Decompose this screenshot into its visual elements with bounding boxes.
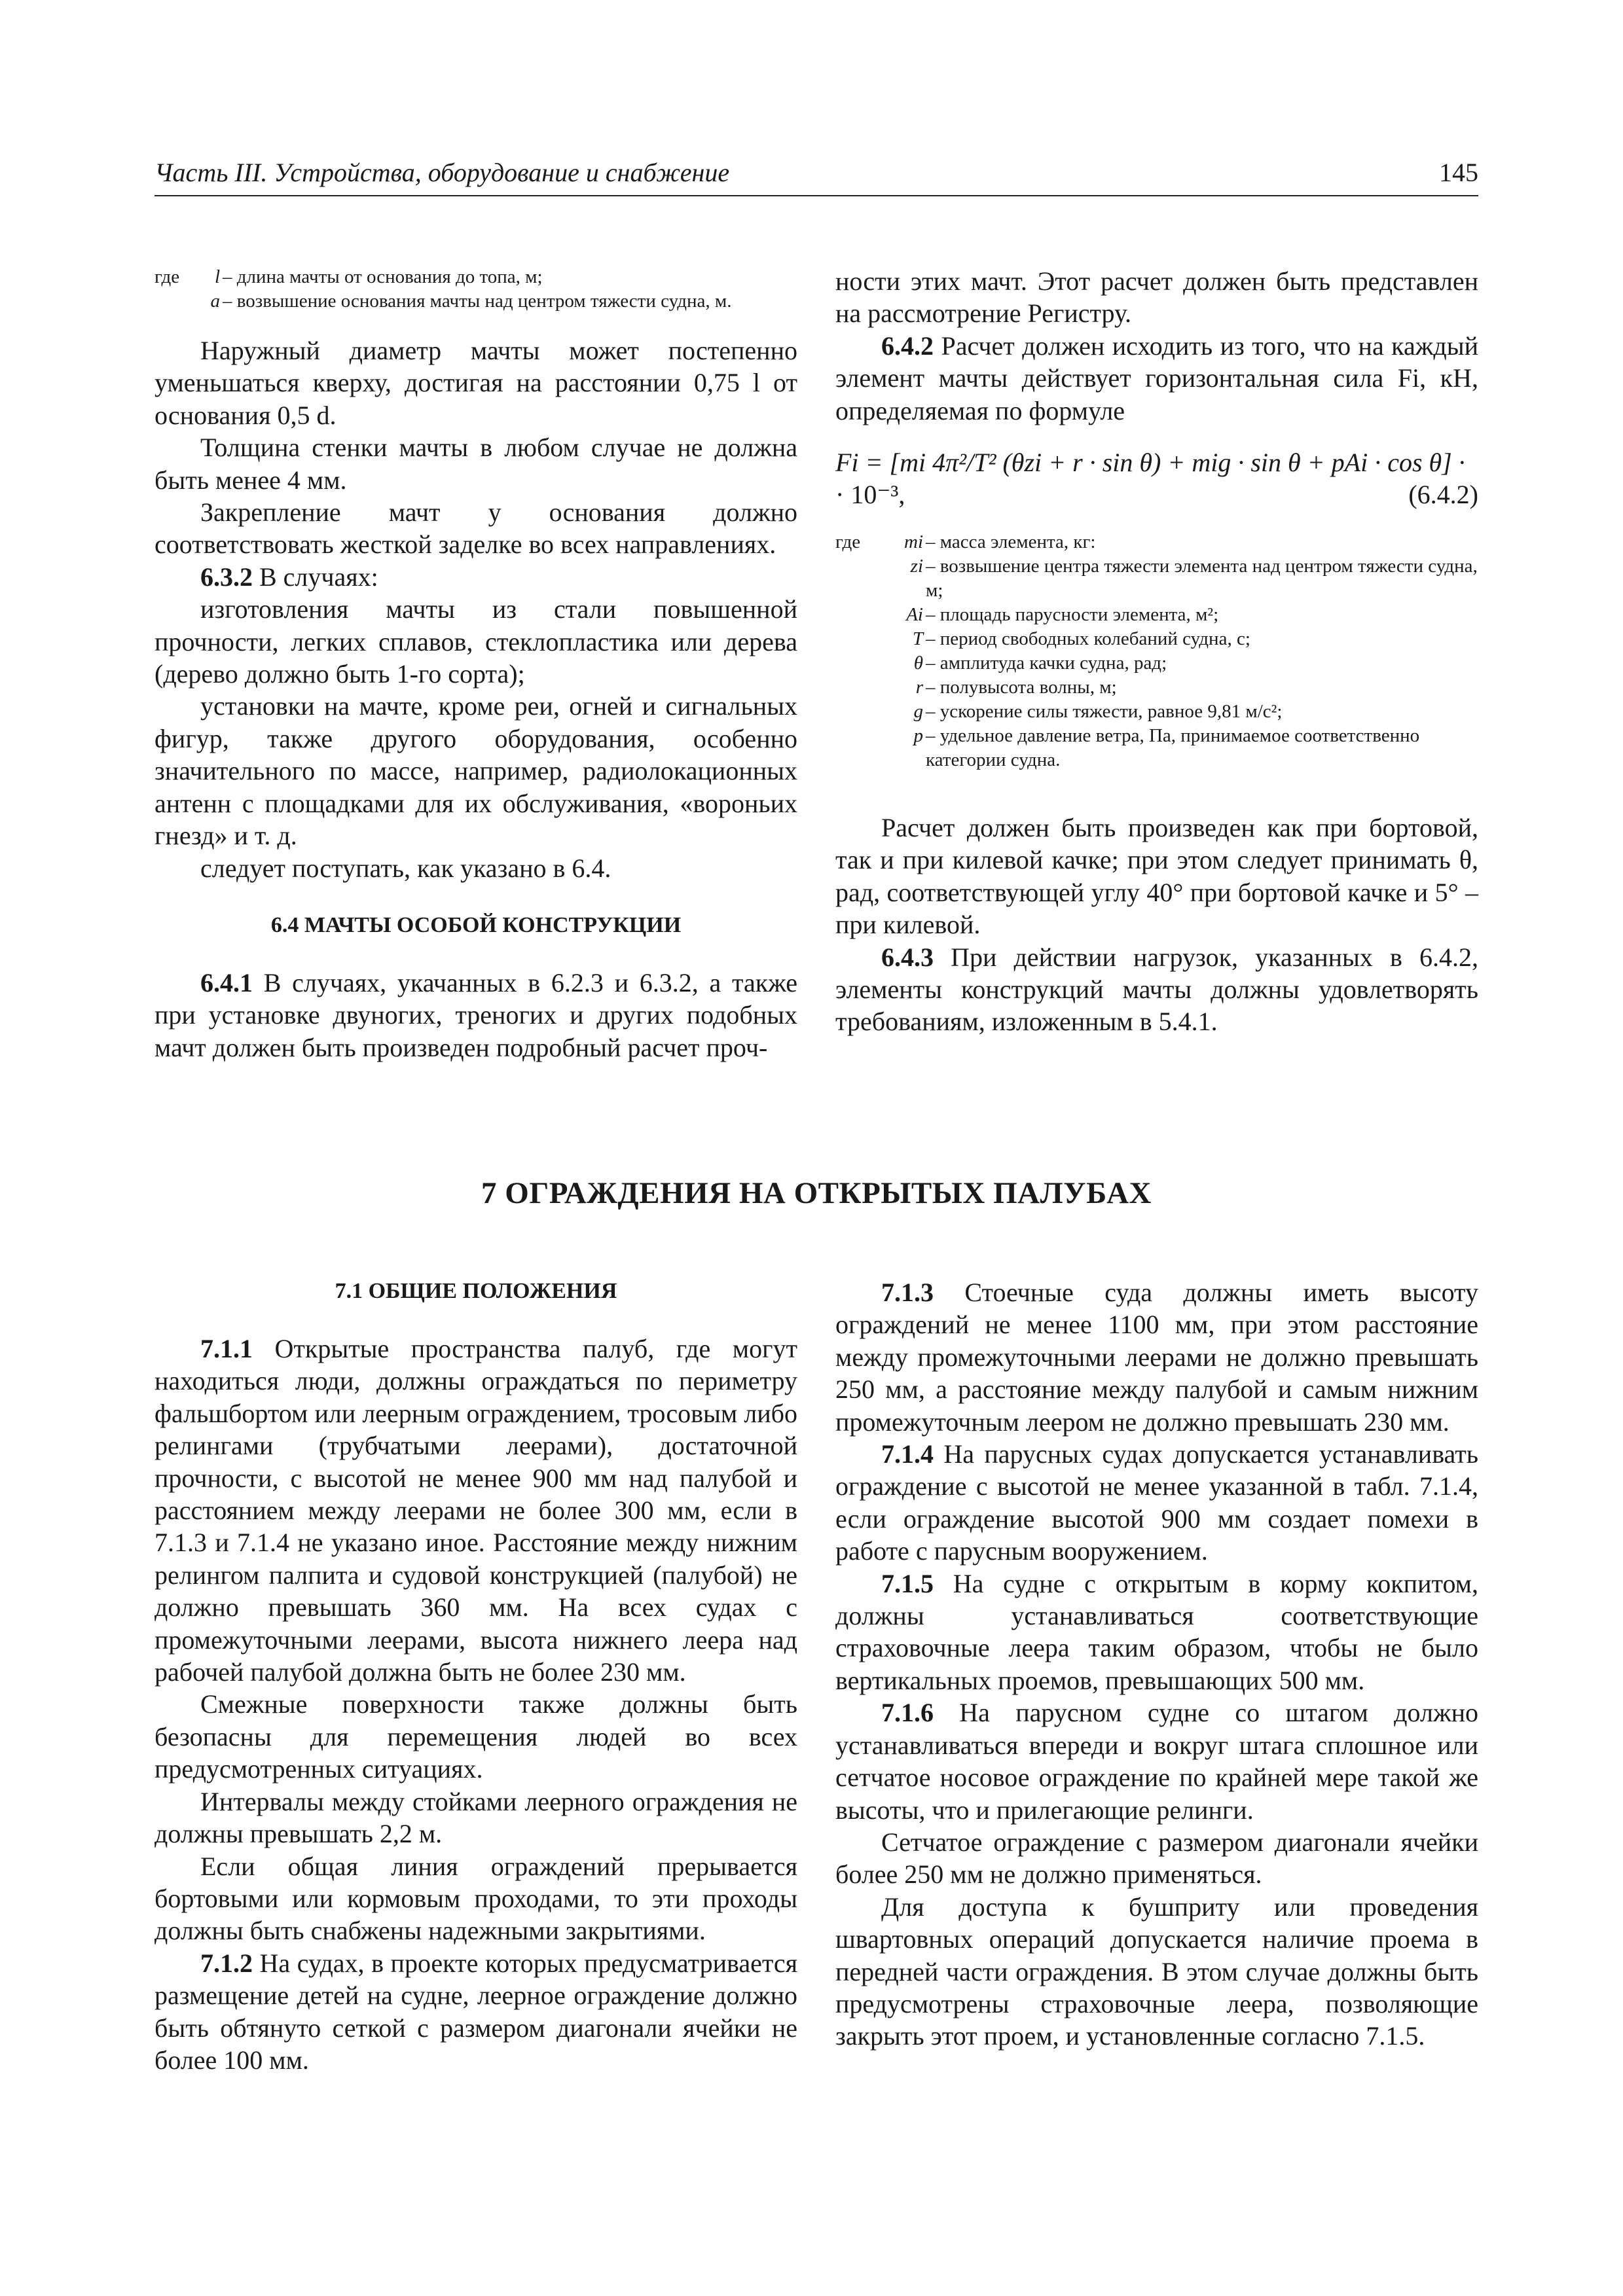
- legend-where: [835, 675, 881, 700]
- paragraph: [835, 1438, 1478, 1568]
- paragraph: Закрепление мачт у основания должно соответствовать жесткой заделке во всех направлениях.: [155, 497, 797, 560]
- running-header-title: Часть III. Устройства, оборудование и снабжение: [155, 158, 730, 187]
- clause-text: Расчет должен исходить из того, что на каждый элемент мачты действует горизонтальная сила Fi, кН, определяемая по формуле: [835, 331, 1478, 425]
- legend-row: [155, 289, 797, 314]
- paragraph: [155, 561, 797, 593]
- clause-text: В случаях:: [253, 562, 378, 592]
- paragraph: [155, 967, 797, 1064]
- formula-line: [835, 478, 1478, 511]
- clause-number: 6.4.2: [881, 331, 934, 361]
- clause-number: 7.1.3: [881, 1278, 934, 1307]
- legend-symbol: l: [214, 266, 220, 287]
- legend-text: – возвышение основания мачты над центром тяжести судна, м.: [223, 291, 732, 312]
- legend-where: [835, 603, 881, 627]
- clause-text: На судах, в проекте которых предусматривается размещение детей на судне, леерное ограждение должно быть обтянуто сеткой с размером диагонали ячейки не более 100 мм.: [155, 1948, 797, 2075]
- clause-text: В случаях, укачанных в 6.2.3 и 6.3.2, а также при установке двуногих, треногих и других подобных мачт должен быть произведен подробный расчет проч-: [155, 967, 797, 1062]
- formula-line: Fi = [mi 4π²/T² (θzi + r · sin θ) + mig · sin θ + pAi · cos θ] ·: [835, 448, 1465, 478]
- page-number: 145: [1439, 158, 1478, 187]
- legend-symbol: p: [913, 725, 923, 747]
- legend-where: [835, 627, 881, 651]
- section-heading: 7.1 ОБЩИЕ ПОЛОЖЕНИЯ: [335, 1279, 617, 1303]
- paragraph: [155, 1333, 797, 1688]
- clause-number: 7.1.4: [881, 1439, 934, 1469]
- legend-where: [835, 554, 881, 603]
- legend-where: [835, 651, 881, 675]
- legend-text: – период свободных колебаний судна, с;: [926, 628, 1250, 650]
- legend-text: – удельное давление ветра, Па, принимаемое соответственно категории судна.: [926, 725, 1420, 771]
- paragraph: Толщина стенки мачты в любом случае не должна быть менее 4 мм.: [155, 433, 797, 495]
- paragraph: установки на мачте, кроме реи, огней и сигнальных фигур, также другого оборудования, особенно значительного по массе, например, радиолокационных антенн с площадками для их обслуживания, «вороньих гнезд» и т. д.: [155, 691, 797, 851]
- header-divider: [155, 195, 1478, 196]
- clause-text: На судне с открытым в корму кокпитом, должны устанавливаться соответствующие страховочные леера таким образом, чтобы не было вертикальных проемов, превышающих 500 мм.: [835, 1568, 1478, 1695]
- left-column-top: [155, 265, 797, 1064]
- clause-number: 6.4.1: [200, 967, 253, 997]
- legend-text: – площадь парусности элемента, м²;: [926, 604, 1219, 626]
- legend-text: – полувысота волны, м;: [926, 677, 1117, 698]
- legend-where: [155, 289, 200, 314]
- formula-6-4-2: [835, 446, 1478, 511]
- legend-row: [835, 603, 1478, 627]
- formula-line-end: · 10⁻³,: [835, 480, 905, 510]
- legend-row: [835, 627, 1478, 651]
- legend-text: – ускорение силы тяжести, равное 9,81 м/с²;: [926, 701, 1283, 723]
- clause-number: 7.1.1: [200, 1334, 253, 1363]
- paragraph: Сетчатое ограждение с размером диагонали ячейки более 250 мм не должно применяться.: [835, 1827, 1478, 1890]
- legend-where: где: [835, 531, 861, 553]
- clause-number: 7.1.6: [881, 1698, 934, 1728]
- legend-row: [835, 724, 1478, 772]
- paragraph: [835, 1568, 1478, 1697]
- legend-where: [835, 724, 881, 772]
- legend-symbol: θ: [913, 653, 923, 674]
- legend-text: – длина мачты от основания до топа, м;: [223, 266, 543, 287]
- clause-text: При действии нагрузок, указанных в 6.4.2, элементы конструкций мачты должны удовлетворять требованиям, изложенным в 5.4.1.: [835, 942, 1478, 1037]
- clause-text: На парусном судне со штагом должно устанавливаться впереди и вокруг штага сплошное или сетчатое носовое ограждение по крайней мере такой же высоты, что и прилегающие релинги.: [835, 1698, 1478, 1825]
- section-heading: 6.4 МАЧТЫ ОСОБОЙ КОНСТРУКЦИИ: [270, 912, 682, 937]
- legend-symbol: g: [913, 701, 923, 723]
- left-column-bottom: [155, 1276, 797, 2076]
- paragraph: [835, 1696, 1478, 1826]
- legend-where: где: [155, 266, 180, 287]
- legend-row: [155, 265, 797, 289]
- clause-text: Стоечные суда должны иметь высоту ограждений не менее 1100 мм, при этом расстояние между промежуточными леерами не должно превышать 250 мм, а расстояние между палубой и самым нижним промежуточным леером не должно превышать 230 мм.: [835, 1278, 1478, 1437]
- legend-symbol: mi: [904, 531, 923, 553]
- chapter-title: 7 ОГРАЖДЕНИЯ НА ОТКРЫТЫХ ПАЛУБАХ: [481, 1176, 1152, 1210]
- paragraph: Расчет должен быть произведен как при бортовой, так и при килевой качке; при этом следует принимать θ, рад, соответствующей углу 40° при бортовой качке и 5° – при килевой.: [835, 813, 1478, 940]
- legend-row: [835, 554, 1478, 603]
- legend-row: [835, 675, 1478, 700]
- paragraph: Для доступа к бушприту или проведения швартовных операций допускается наличие проема в передней части ограждения. В этом случае должны быть предусмотрены страховочные леера, позволяющие закрыть этот проем, и установленные согласно 7.1.5.: [835, 1892, 1478, 2051]
- legend-text: – амплитуда качки судна, рад;: [926, 653, 1167, 674]
- legend-row: [835, 700, 1478, 724]
- legend-row: [835, 530, 1478, 554]
- formula-legend: [835, 530, 1478, 772]
- paragraph: Смежные поверхности также должны быть безопасны для перемещения людей во всех предусмотренных ситуациях.: [155, 1689, 797, 1784]
- paragraph: [835, 1276, 1478, 1438]
- legend-symbol: a: [210, 291, 220, 312]
- legend-symbol: r: [915, 677, 923, 698]
- paragraph: [835, 330, 1478, 427]
- paragraph: Если общая линия ограждений прерывается бортовыми или кормовым проходами, то эти проходы должны быть снабжены надежными закрытиями.: [155, 1851, 797, 1946]
- clause-number: 6.4.3: [881, 942, 934, 972]
- formula-reference: (6.4.2): [1408, 480, 1478, 510]
- running-header: [155, 157, 1478, 190]
- legend-text: – масса элемента, кг:: [926, 531, 1096, 553]
- legend-text: – возвышение центра тяжести элемента над центром тяжести судна, м;: [926, 556, 1478, 601]
- right-column-bottom: [835, 1276, 1478, 2053]
- clause-text: Открытые пространства палуб, где могут находиться люди, должны ограждаться по периметру фальшбортом или леерным ограждением, тросовым либо релингами (трубчатыми леерами), достаточной прочности, с высотой не менее 900 мм над палубой и расстоянием между леерами не более 300 мм, если в 7.1.3 и 7.1.4 не указано иное. Расстояние между нижним релингом палпита и судовой конструкцией (палубой) не должно превышать 360 мм. На всех судах с промежуточными леерами, высота нижнего леера над рабочей палубой должна быть не более 230 мм.: [155, 1334, 797, 1687]
- clause-number: 7.1.5: [881, 1568, 934, 1598]
- mast-legend: [155, 265, 797, 314]
- paragraph: ности этих мачт. Этот расчет должен быть представлен на рассмотрение Регистру.: [835, 266, 1478, 329]
- paragraph: Интервалы между стойками леерного ограждения не должны превышать 2,2 м.: [155, 1786, 797, 1849]
- paragraph: [835, 941, 1478, 1038]
- paragraph: следует поступать, как указано в 6.4.: [200, 853, 611, 883]
- legend-where: [835, 700, 881, 724]
- clause-text: На парусных судах допускается устанавливать ограждение с высотой не менее указанной в табл. 7.1.4, если ограждение высотой 900 мм создает помехи в работе с парусным вооружением.: [835, 1439, 1478, 1566]
- paragraph: изготовления мачты из стали повышенной прочности, легких сплавов, стеклопластика или дерева (дерево должно быть 1-го сорта);: [155, 594, 797, 689]
- legend-symbol: zi: [910, 556, 923, 577]
- paragraph: [155, 1947, 797, 2077]
- clause-number: 7.1.2: [200, 1948, 253, 1978]
- legend-symbol: T: [912, 628, 923, 650]
- legend-row: [835, 651, 1478, 675]
- clause-number: 6.3.2: [200, 562, 253, 592]
- paragraph: Наружный диаметр мачты может постепенно уменьшаться кверху, достигая на расстоянии 0,75 l от основания 0,5 d.: [155, 336, 797, 430]
- legend-symbol: Ai: [906, 604, 923, 626]
- right-column-top: [835, 265, 1478, 1038]
